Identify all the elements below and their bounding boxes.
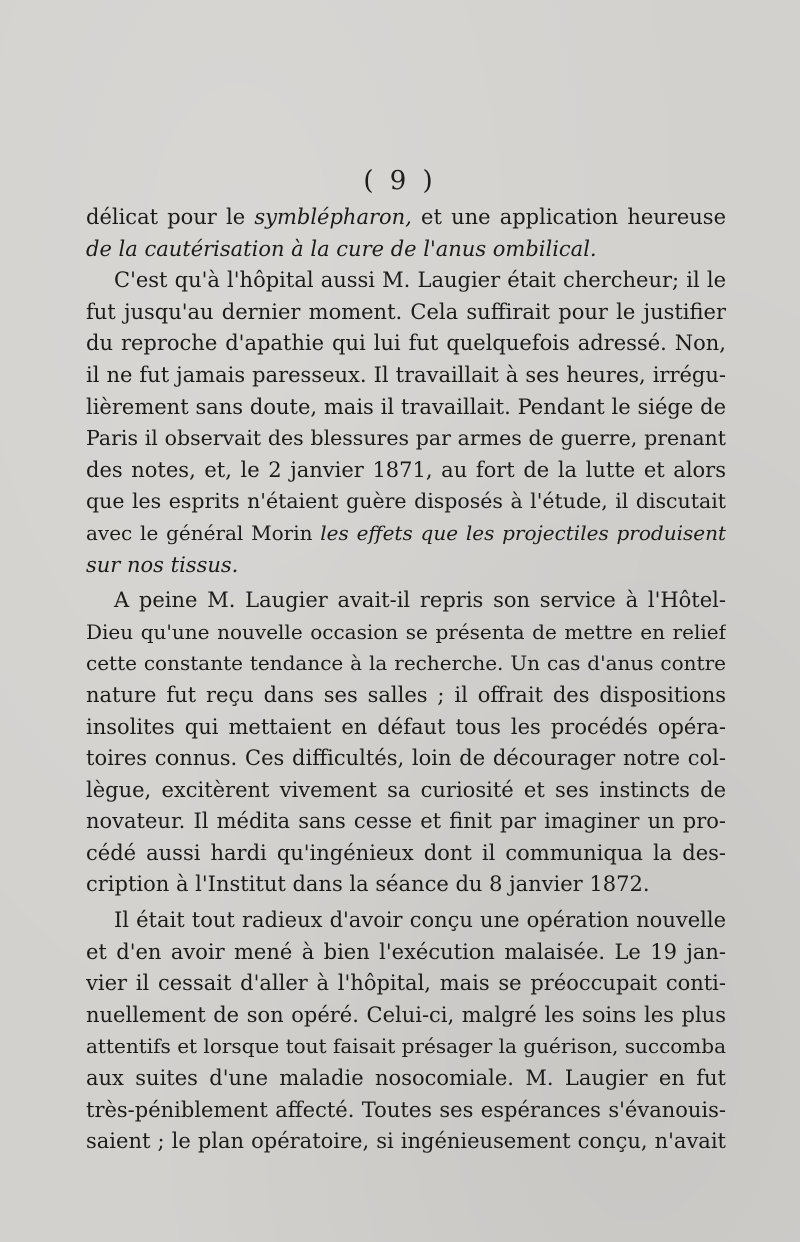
text-line: délicat pour le symblépharon, et une application heureuse (86, 205, 726, 229)
text-line: cription à l'Institut dans la séance du 8 janvier 1872. (86, 872, 650, 897)
text-line: il ne fut jamais paresseux. Il travaillait à ses heures, irrégu- (86, 362, 726, 387)
text-line: très-péniblement affecté. Toutes ses espérances s'évanouis- (86, 1097, 726, 1122)
text-line: saient ; le plan opératoire, si ingénieusement conçu, n'avait (86, 1129, 726, 1154)
text-line: toires connus. Ces difficultés, loin de décourager notre col- (86, 746, 726, 771)
text-line: insolites qui mettaient en défaut tous les procédés opéra- (86, 714, 726, 739)
text-line: cédé aussi hardi qu'ingénieux dont il communiqua la des- (86, 840, 726, 865)
text-line: lièrement sans doute, mais il travaillait. Pendant le siége de (86, 394, 726, 419)
text-line: de la cautérisation à la cure de l'anus ombilical. (86, 236, 597, 261)
page-number: ( 9 ) (363, 166, 437, 196)
text-line: fut jusqu'au dernier moment. Cela suffirait pour le justifier (86, 299, 726, 324)
paragraph-start-line: C'est qu'à l'hôpital aussi M. Laugier était chercheur; il le (114, 268, 726, 293)
text-line: nature fut reçu dans ses salles ; il offrait des dispositions (86, 682, 726, 707)
text-line: sur nos tissus. (86, 552, 239, 577)
text-line: du reproche d'apathie qui lui fut quelquefois adressé. Non, (86, 331, 726, 356)
text-line: nuellement de son opéré. Celui-ci, malgré les soins les plus (86, 1002, 726, 1027)
text-line: avec le général Morin les effets que les projectiles produisent (86, 520, 726, 545)
text-line: des notes, et, le 2 janvier 1871, au fort de la lutte et alors (86, 457, 726, 482)
text-line: attentifs et lorsque tout faisait présager la guérison, succomba (86, 1034, 726, 1059)
paragraph-start-line: Il était tout radieux d'avoir conçu une opération nouvelle (114, 908, 726, 933)
text-line: Paris il observait des blessures par armes de guerre, prenant (86, 426, 726, 451)
text-line: vier il cessait d'aller à l'hôpital, mais se préoccupait conti- (86, 971, 726, 996)
body-text (86, 202, 726, 1158)
text-line: Dieu qu'une nouvelle occasion se présenta de mettre en relief (86, 619, 726, 644)
text-line: aux suites d'une maladie nosocomiale. M. Laugier en fut (86, 1066, 726, 1091)
paragraph-start-line: A peine M. Laugier avait-il repris son service à l'Hôtel- (114, 588, 726, 613)
text-line: et d'en avoir mené à bien l'exécution malaisée. Le 19 jan- (86, 939, 726, 964)
text-line: novateur. Il médita sans cesse et finit par imaginer un pro- (86, 809, 726, 834)
text-line: cette constante tendance à la recherche. Un cas d'anus contre (86, 651, 726, 676)
text-line: lègue, excitèrent vivement sa curiosité et ses instincts de (86, 777, 726, 802)
text-line: que les esprits n'étaient guère disposés à l'étude, il discutait (86, 489, 726, 514)
